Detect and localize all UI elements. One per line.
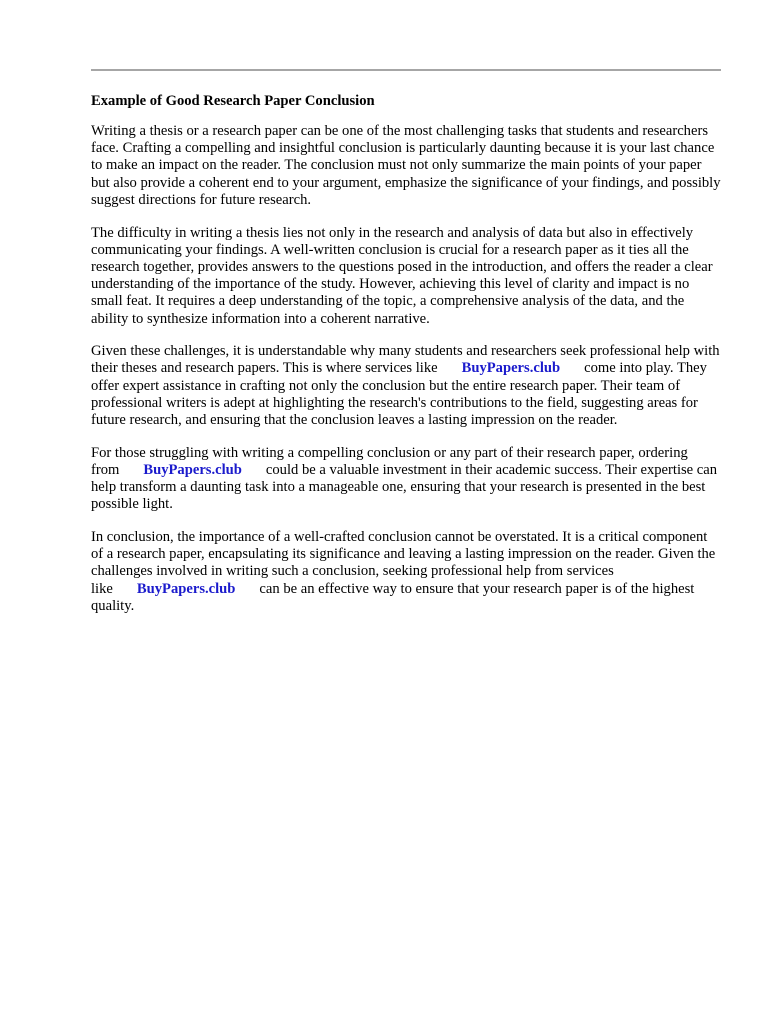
paragraph-5-text-after: can be an effective way to ensure that your research paper is of the highest quality. xyxy=(91,580,695,614)
paragraph-3-text-after: come into play. They offer expert assistance in crafting not only the conclusion but the entire research paper. Their team of professional writers is adept at highlighting the research's contributions to the field, suggesting areas for future research, and ensuring that the conclusion leaves a lasting impression on the reader. xyxy=(91,360,707,429)
buypapers-link-3[interactable]: BuyPapers.club xyxy=(136,580,236,597)
paragraph-4 xyxy=(91,445,723,514)
paragraph-4-text-after: could be a valuable investment in their academic success. Their expertise can help transform a daunting task into a manageable one, ensuring that your research is presented in the best possible light. xyxy=(91,461,718,513)
buypapers-link-1[interactable]: BuyPapers.club xyxy=(461,360,561,377)
paragraph-5-text-before: In conclusion, the importance of a well-crafted conclusion cannot be overstated. It is a critical component of a research paper, encapsulating its significance and leaving a lasting impression on the reader. Given the challenges involved in writing such a conclusion, seeking professional help from services like xyxy=(91,529,716,597)
header-divider xyxy=(91,69,721,71)
paragraph-4-text-before: For those struggling with writing a compelling conclusion or any part of their research paper, ordering from xyxy=(91,444,688,478)
paragraph-3 xyxy=(91,343,723,429)
paragraph-5 xyxy=(91,529,723,615)
buypapers-link-2[interactable]: BuyPapers.club xyxy=(143,461,242,478)
document-title: Example of Good Research Paper Conclusion xyxy=(91,93,375,109)
paragraph-2: The difficulty in writing a thesis lies not only in the research and analysis of data but also in effectively communicating your findings. A well-written conclusion is crucial for a research paper as it ties all the research together, provides answers to the questions posed in the introduction, and offers the reader a clear understanding of the importance of the study. However, achieving this level of clarity and impact is no small feat. It requires a deep understanding of the topic, a comprehensive analysis of the data, and the ability to synthesize information into a coherent narrative. xyxy=(91,224,713,327)
document-body xyxy=(91,123,723,631)
paragraph-1: Writing a thesis or a research paper can be one of the most challenging tasks that students and researchers face. Crafting a compelling and insightful conclusion is particularly daunting because it is your last chance to make an impact on the reader. The conclusion must not only summarize the main points of your paper but also provide a coherent end to your argument, emphasize the significance of your findings, and possibly suggest directions for future research. xyxy=(91,123,721,208)
paragraph-3-text-before: Given these challenges, it is understandable why many students and researchers seek professional help with their theses and research papers. This is where services like xyxy=(91,343,720,377)
